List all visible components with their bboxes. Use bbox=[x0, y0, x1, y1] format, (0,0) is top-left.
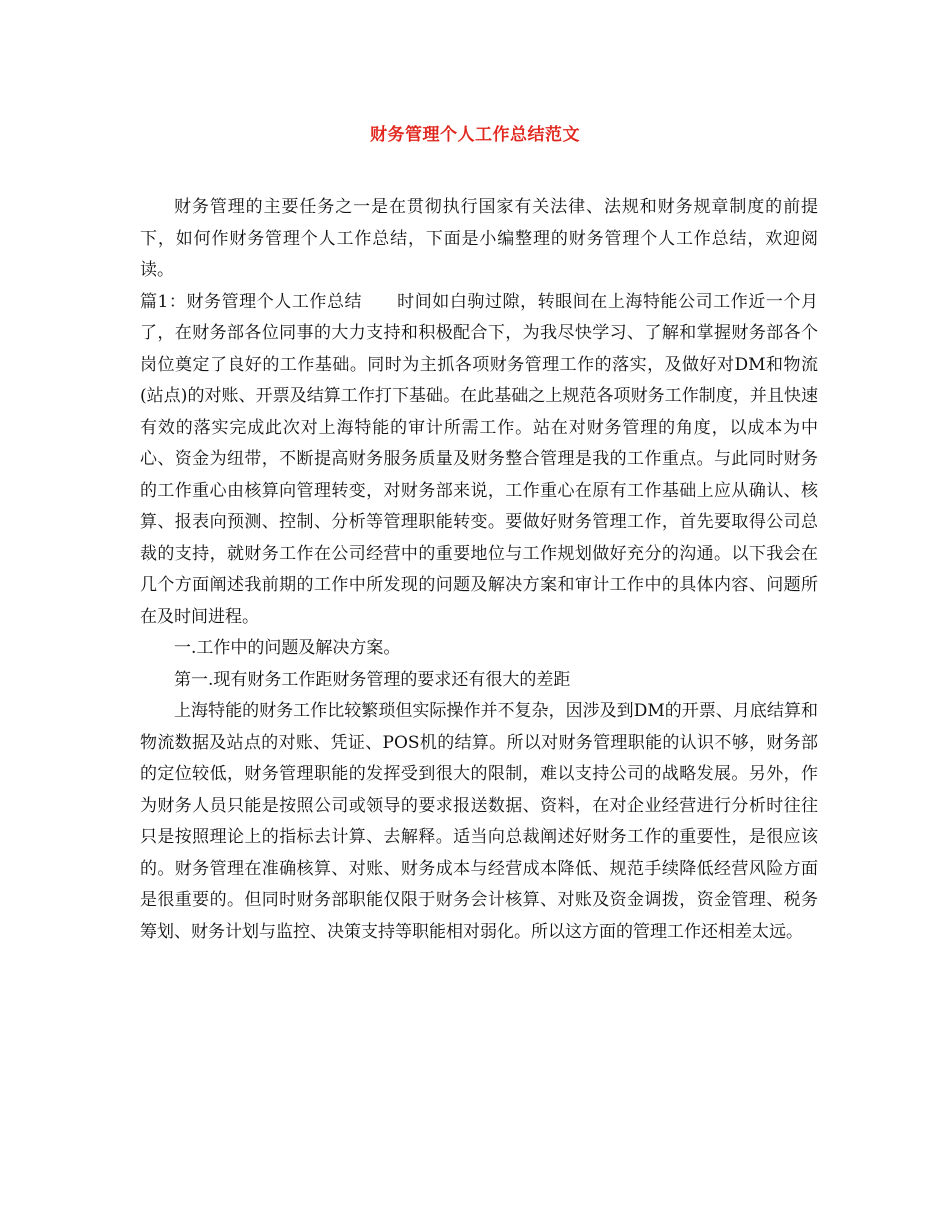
heading-problems-solutions: 一.工作中的问题及解决方案。 bbox=[174, 638, 401, 658]
document-title: 财务管理个人工作总结范文 bbox=[370, 125, 580, 145]
paragraph-section-1: 篇1：财务管理个人工作总结 时间如白驹过隙，转眼间在上海特能公司工作近一个月了，在财务部各位同事的大力支持和积极配合下，为我尽快学习、了解和掌握财务部各个岗位奠定了良好的工作基础。同时为主抓各项财务管理工作的落实，及做好对DM和物流(站点)的对账、开票及结算工作打下基础。在此基础之上规范各项财务工作制度，并且快速有效的落实完成此次对上海特能的审计所需工作。站在对财务管理的角度，以成本为中心、资金为纽带，不断提高财务服务质量及财务整合管理是我的工作重点。与此同时财务的工作重心由核算向管理转变，对财务部来说，工作重心在原有工作基础上应从确认、核算、报表向预测、控制、分析等管理职能转变。要做好财务管理工作，首先要取得公司总裁的支持，就财务工作在公司经营中的重要地位与工作规划做好充分的沟通。以下我会在几个方面阐述我前期的工作中所发现的问题及解决方案和审计工作中的具体内容、问题所在及时间进程。 bbox=[140, 291, 818, 627]
document-body bbox=[140, 192, 818, 948]
paragraph-intro: 财务管理的主要任务之一是在贯彻执行国家有关法律、法规和财务规章制度的前提下，如何作财务管理个人工作总结，下面是小编整理的财务管理个人工作总结，欢迎阅读。 bbox=[140, 197, 818, 280]
paragraph-shanghai-teneng: 上海特能的财务工作比较繁琐但实际操作并不复杂，因涉及到DM的开票、月底结算和物流数据及站点的对账、凭证、POS机的结算。所以对财务管理职能的认识不够，财务部的定位较低，财务管理职能的发挥受到很大的限制，难以支持公司的战略发展。另外，作为财务人员只能是按照公司或领导的要求报送数据、资料，在对企业经营进行分析时往往只是按照理论上的指标去计算、去解释。适当向总裁阐述好财务工作的重要性，是很应该的。财务管理在准确核算、对账、财务成本与经营成本降低、规范手续降低经营风险方面是很重要的。但同时财务部职能仅限于财务会计核算、对账及资金调拨，资金管理、税务筹划、财务计划与监控、决策支持等职能相对弱化。所以这方面的管理工作还相差太远。 bbox=[140, 701, 818, 942]
subheading-first-gap: 第一.现有财务工作距财务管理的要求还有很大的差距 bbox=[174, 669, 571, 690]
